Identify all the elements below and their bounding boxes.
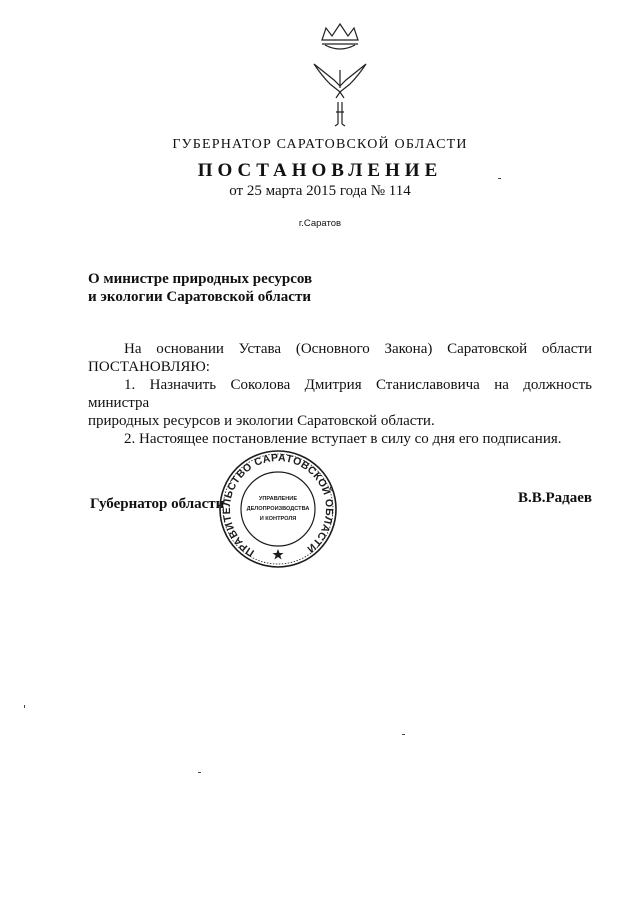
preamble: На основании Устава (Основного Закона) Саратовской области <box>124 341 592 357</box>
decree-word: ПОСТАНОВЛЯЮ: <box>88 359 210 375</box>
item-1-line-2: природных ресурсов и экологии Саратовской области. <box>88 413 435 429</box>
seal-star-icon <box>273 549 284 560</box>
document-body <box>88 340 592 448</box>
issuer-title: ГУБЕРНАТОР САРАТОВСКОЙ ОБЛАСТИ <box>172 137 468 152</box>
signature-position: Губернатор области <box>90 496 225 512</box>
scan-speck <box>24 705 25 708</box>
official-seal <box>218 449 338 569</box>
scan-speck <box>402 734 405 735</box>
seal-inner-line-2: ДЕЛОПРОИЗВОДСТВА <box>246 506 310 512</box>
item-1-line-1: 1. Назначить Соколова Дмитрия Станиславовича на должность министра <box>88 377 592 411</box>
document-subject <box>88 270 448 306</box>
seal-ring-text: ПРАВИТЕЛЬСТВО САРАТОВСКОЙ ОБЛАСТИ <box>220 451 336 559</box>
document-date-number: от 25 марта 2015 года № 114 <box>229 183 411 199</box>
subject-line-2: и экологии Саратовской области <box>88 289 311 305</box>
seal-inner-line-3: И КОНТРОЛЯ <box>259 516 297 522</box>
scan-speck <box>198 772 201 773</box>
crown-icon <box>322 24 358 40</box>
document-city: г.Саратов <box>298 218 342 229</box>
scan-speck <box>498 178 501 179</box>
subject-line-1: О министре природных ресурсов <box>88 271 313 287</box>
signatory-name: В.В.Радаев <box>518 490 593 506</box>
coat-of-arms-emblem <box>300 18 380 128</box>
seal-inner-line-1: УПРАВЛЕНИЕ <box>258 496 298 502</box>
document-type: ПОСТАНОВЛЕНИЕ <box>197 160 443 181</box>
item-2: 2. Настоящее постановление вступает в силу со дня его подписания. <box>124 431 562 447</box>
